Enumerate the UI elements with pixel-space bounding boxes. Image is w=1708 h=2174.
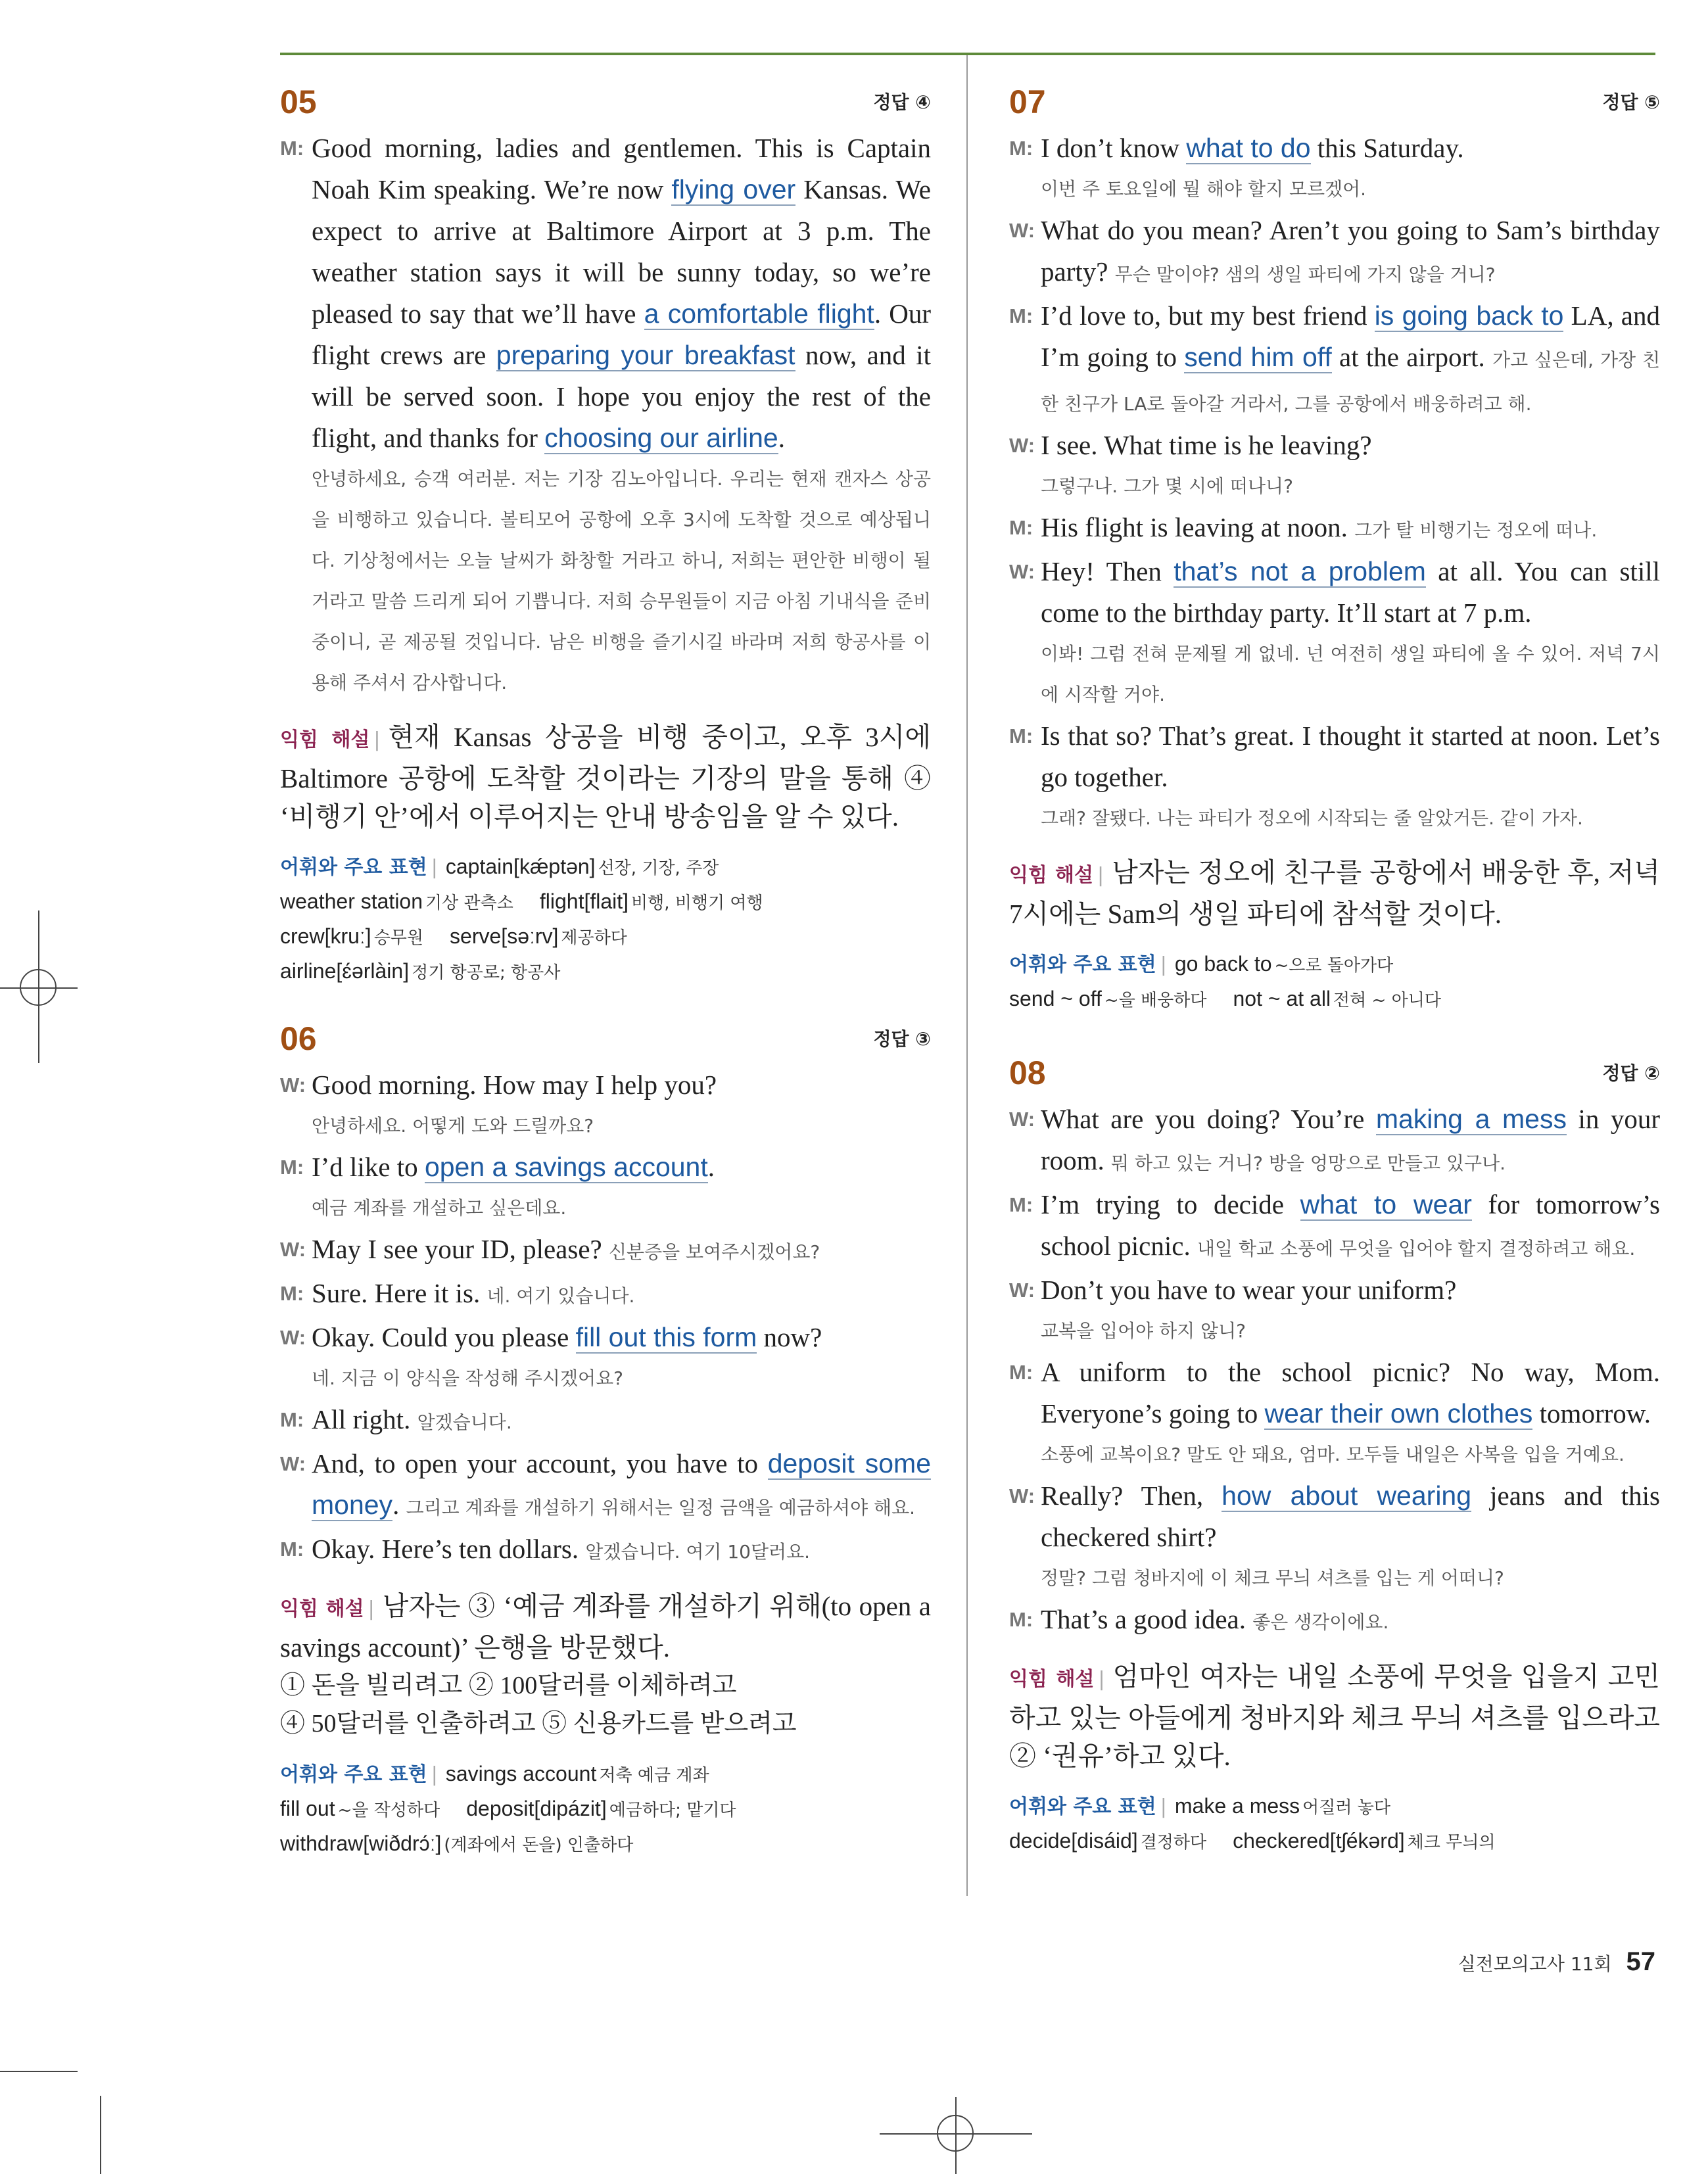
- vocab-word: serve[səːrv]: [450, 924, 559, 948]
- vocab-meaning: 저축 예금 계좌: [599, 1766, 709, 1785]
- vocab-word: weather station: [280, 889, 423, 913]
- question-05-section: [280, 85, 931, 989]
- dialogue-text: May I see your ID, please?: [312, 1234, 609, 1264]
- dialogue-line: [280, 1273, 931, 1317]
- question-number: 06: [280, 1020, 317, 1057]
- dialogue-text: I see. What time is he leaving?: [1041, 430, 1372, 460]
- vocab-word: deposit[dipázit]: [466, 1797, 607, 1820]
- dialogue-text: All right.: [312, 1404, 417, 1434]
- dialogue-line: [1009, 425, 1660, 507]
- speaker-label: W:: [1009, 560, 1035, 583]
- vocab-meaning: 기상 관측소: [425, 893, 513, 913]
- korean-translation: 안녕하세요, 승객 여러분. 저는 기장 김노아입니다. 우리는 현재 캔자스 상공을 비행하고 있습니다. 볼티모어 공항에 오후 3시에 도착할 것으로 예상됩니다. 기상청에서는 오늘 날씨가 화창할 거라고 하니, 저희는 편안한 비행이 될 거라고 말씀 드리게 되어 기쁩니다. 저희 승무원들이 지금 아침 기내식을 준비 중이니, 곧 제공될 것입니다. 남은 비행을 즐기시길 바라며 저희 항공사를 이용해 주셔서 감사합니다.: [312, 468, 931, 694]
- key-expression: wear their own clothes: [1264, 1398, 1533, 1429]
- dialogue-text: at all. You can still come to the birthday party. It’ll start at 7 p.m.: [1041, 556, 1660, 628]
- vocab-row: [1009, 947, 1660, 982]
- answer-label: 정답 ③: [873, 1028, 931, 1050]
- key-expression: preparing your breakfast: [496, 340, 795, 370]
- vocab-word: not ~ at all: [1233, 987, 1331, 1010]
- vocab-meaning: 체크 무늬의: [1407, 1833, 1496, 1853]
- question-06-section: [280, 1022, 931, 1862]
- korean-translation: 그리고 계좌를 개설하기 위해서는 일정 금액을 예금하셔야 해요.: [406, 1497, 916, 1519]
- vocab-word: go back to: [1174, 952, 1272, 976]
- dialogue-text: jeans and this checkered shirt?: [1041, 1480, 1660, 1552]
- explanation-text: 현재 Kansas 상공을 비행 중이고, 오후 3시에 Baltimore 공항에 도착할 것이라는 기장의 말을 통해 ④ ‘비행기 안’에서 이루어지는 안내 방송임을 알 수 있다.: [280, 722, 931, 832]
- top-rule: [280, 53, 1655, 55]
- choice-line: ④ 50달러를 인출하려고 ⑤ 신용카드를 받으려고: [280, 1710, 797, 1737]
- label-divider: |: [373, 728, 381, 751]
- explanation-text: 남자는 ③ ‘예금 계좌를 개설하기 위해(to open a savings account)’ 은행을 방문했다.: [280, 1591, 931, 1663]
- vocab-word: fill out: [280, 1797, 335, 1820]
- vocabulary-box: [1009, 1789, 1660, 1859]
- vocab-word: savings account: [445, 1762, 597, 1785]
- speaker-label: W:: [1009, 1108, 1035, 1131]
- vocabulary-box: [280, 850, 931, 989]
- question-header: [280, 1022, 931, 1055]
- vocab-meaning: 예금하다; 맡기다: [609, 1801, 736, 1820]
- key-expression: choosing our airline: [544, 423, 778, 453]
- korean-translation: 정말? 그럼 청바지에 이 체크 무늬 셔츠를 입는 게 어떠니?: [1041, 1567, 1504, 1589]
- dialogue-text: Good morning, ladies and gentlemen. This is Captain Noah Kim speaking. We’re now: [312, 133, 931, 204]
- question-number: 08: [1009, 1054, 1046, 1091]
- dialogue-line: [1009, 507, 1660, 551]
- label-divider: |: [368, 1597, 375, 1620]
- korean-translation: 가고 싶은데, 가장 친한 친구가 LA로 돌아갈 거라서, 그를 공항에서 배웅하려고 해.: [1041, 349, 1660, 415]
- label-divider: |: [1097, 864, 1104, 887]
- key-expression: send him off: [1184, 342, 1332, 372]
- label-divider: |: [1160, 953, 1167, 976]
- dialogue-line: [1009, 1269, 1660, 1352]
- korean-translation: 무슨 말이야? 샘의 생일 파티에 가지 않을 거니?: [1114, 264, 1496, 285]
- vocab-row: [280, 1827, 931, 1862]
- question-number: 07: [1009, 83, 1046, 120]
- vocab-meaning: 전혀 ~ 아니다: [1333, 991, 1441, 1010]
- dialogue-text: I’m trying to decide: [1041, 1189, 1300, 1219]
- vocab-meaning: ~을 배웅하다: [1104, 991, 1207, 1010]
- vocab-meaning: 결정하다: [1140, 1833, 1207, 1853]
- dialogue-line: [280, 1399, 931, 1443]
- korean-translation: 내일 학교 소풍에 무엇을 입어야 할지 결정하려고 해요.: [1197, 1238, 1636, 1260]
- vocab-row: [280, 1792, 931, 1827]
- key-expression: what to do: [1186, 133, 1311, 163]
- dialogue-line: [1009, 1352, 1660, 1475]
- vocab-label: 어휘와 주요 표현: [1009, 1795, 1156, 1818]
- vocab-meaning: 제공하다: [561, 928, 627, 948]
- vocab-row: [280, 885, 931, 920]
- vocab-word: crew[kruː]: [280, 924, 371, 948]
- korean-translation: 교복을 입어야 하지 않니?: [1041, 1320, 1246, 1342]
- answer-label: 정답 ②: [1602, 1062, 1660, 1084]
- korean-translation: 그래? 잘됐다. 나는 파티가 정오에 시작되는 줄 알았거든. 같이 가자.: [1041, 807, 1583, 829]
- dialogue-text: Good morning. How may I help you?: [312, 1070, 717, 1100]
- dialogue-line: [280, 1229, 931, 1273]
- answer-label: 정답 ⑤: [1602, 91, 1660, 113]
- label-divider: |: [1160, 1795, 1167, 1818]
- dialogue-text: A uniform to the school picnic? No way, Mom. Everyone’s going to: [1041, 1357, 1660, 1429]
- explanation-label: 익힘 해설: [280, 1597, 364, 1620]
- question-number: 05: [280, 83, 317, 120]
- dialogue-text: this Saturday.: [1310, 133, 1464, 163]
- dialogue-text: LA, and I’m going to: [1041, 300, 1660, 372]
- dialogue-text: now?: [757, 1322, 822, 1352]
- dialogue-text: at the airport.: [1331, 342, 1493, 372]
- vocab-meaning: 승무원: [373, 928, 424, 948]
- vocabulary-box: [280, 1757, 931, 1862]
- korean-translation: 그가 탈 비행기는 정오에 떠나.: [1354, 519, 1598, 541]
- key-expression: a comfortable flight: [644, 298, 874, 329]
- korean-translation: 이봐! 그럼 전혀 문제될 게 없네. 넌 여전히 생일 파티에 올 수 있어. 저녁 7시에 시작할 거야.: [1041, 643, 1660, 705]
- speaker-label: W:: [1009, 1279, 1035, 1302]
- dialogue-text: Okay. Here’s ten dollars.: [312, 1534, 586, 1564]
- dialogue-text: .: [707, 1152, 715, 1182]
- speaker-label: W:: [280, 1238, 306, 1261]
- vocab-row: [1009, 982, 1660, 1017]
- dialogue-text: . Our flight crews are: [312, 298, 932, 370]
- page-footer: [1458, 1947, 1655, 1977]
- dialogue-text: Kansas. We expect to arrive at Baltimore Airport at 3 p.m. The weather station says it will be sunny today, so we’re pleased to say that we’ll have: [312, 174, 931, 329]
- column-divider: [966, 55, 968, 1896]
- dialogue-line: [1009, 551, 1660, 715]
- key-expression: is going back to: [1374, 300, 1564, 331]
- speaker-label: W:: [1009, 434, 1035, 457]
- korean-translation: 네. 여기 있습니다.: [486, 1285, 635, 1307]
- label-divider: |: [431, 1763, 438, 1786]
- vocab-label: 어휘와 주요 표현: [1009, 953, 1156, 976]
- dialogue-text: That’s a good idea.: [1041, 1604, 1253, 1634]
- korean-translation: 안녕하세요. 어떻게 도와 드릴까요?: [312, 1115, 594, 1137]
- explanation: [1009, 1657, 1660, 1775]
- vocab-word: withdraw[wiðdrɔ́ː]: [280, 1831, 442, 1855]
- page-number: 57: [1626, 1947, 1655, 1976]
- dialogue-line: [280, 1317, 931, 1399]
- dialogue-line: [1009, 1099, 1660, 1184]
- dialogue-text: What do you mean? Aren’t you going to Sam’s birthday party?: [1041, 215, 1660, 287]
- speaker-label: W:: [1009, 219, 1035, 242]
- dialogue-line: [280, 1064, 931, 1146]
- korean-translation: 알겠습니다.: [417, 1411, 512, 1433]
- korean-translation: 뭐 하고 있는 거니? 방을 엉망으로 만들고 있구나.: [1111, 1152, 1506, 1174]
- question-07-section: [1009, 85, 1660, 1017]
- vocab-word: flight[flait]: [539, 889, 629, 913]
- dialogue-line: [280, 128, 931, 703]
- key-expression: what to wear: [1300, 1189, 1472, 1219]
- dialogue-text: .: [778, 423, 785, 453]
- explanation-label: 익힘 해설: [1009, 864, 1093, 887]
- speaker-label: M:: [280, 1282, 304, 1305]
- key-expression: deposit some money: [312, 1448, 932, 1520]
- vocab-meaning: ~으로 돌아가다: [1274, 956, 1394, 976]
- korean-translation: 알겠습니다. 여기 10달러요.: [585, 1541, 811, 1563]
- vocab-label: 어휘와 주요 표현: [280, 1763, 427, 1786]
- dialogue-line: [1009, 1475, 1660, 1599]
- speaker-label: M:: [1009, 1193, 1033, 1216]
- key-expression: how about wearing: [1222, 1480, 1472, 1511]
- registration-circle: [937, 2115, 974, 2152]
- dialogue-text: Hey! Then: [1041, 556, 1174, 586]
- choice-line: ① 돈을 빌리려고 ② 100달러를 이체하려고: [280, 1672, 737, 1699]
- speaker-label: W:: [1009, 1484, 1035, 1507]
- answer-label: 정답 ④: [873, 91, 931, 113]
- crop-mark: [0, 2071, 78, 2072]
- dialogue-text: I’d like to: [312, 1152, 425, 1182]
- dialogue-line: [280, 1443, 931, 1528]
- vocab-row: [1009, 1789, 1660, 1824]
- speaker-label: M:: [280, 1408, 304, 1431]
- dialogue-text: Really? Then,: [1041, 1480, 1222, 1511]
- dialogue-line: [280, 1146, 931, 1229]
- key-expression: open a savings account: [424, 1152, 708, 1182]
- korean-translation: 네. 지금 이 양식을 작성해 주시겠어요?: [312, 1367, 623, 1389]
- dialogue-text: Don’t you have to wear your uniform?: [1041, 1275, 1457, 1305]
- label-divider: |: [431, 856, 438, 879]
- speaker-label: M:: [280, 1538, 304, 1561]
- dialogue-line: [280, 1528, 931, 1572]
- dialogue-text: now, and it will be served soon. I hope you enjoy the rest of the flight, and thanks for: [312, 340, 931, 453]
- vocab-word: checkered[tʃékərd]: [1233, 1829, 1405, 1853]
- key-expression: flying over: [671, 174, 796, 204]
- wrong-choices: [280, 1666, 931, 1743]
- dialogue-text: His flight is leaving at noon.: [1041, 512, 1355, 542]
- dialogue-text: Sure. Here it is.: [312, 1278, 487, 1308]
- speaker-label: M:: [1009, 1361, 1033, 1384]
- vocab-meaning: ~을 작성하다: [337, 1801, 440, 1820]
- explanation-label: 익힘 해설: [280, 728, 370, 751]
- dialogue-line: [1009, 715, 1660, 839]
- speaker-label: W:: [280, 1452, 306, 1475]
- dialogue-text: tomorrow.: [1532, 1398, 1651, 1429]
- question-header: [1009, 85, 1660, 118]
- speaker-label: M:: [1009, 1608, 1033, 1631]
- vocab-meaning: 어질러 놓다: [1302, 1798, 1390, 1818]
- vocab-meaning: 선장, 기장, 주장: [598, 859, 719, 878]
- speaker-label: M:: [1009, 137, 1033, 160]
- dialogue-text: .: [392, 1490, 406, 1520]
- question-08-section: [1009, 1056, 1660, 1859]
- vocab-row: [280, 850, 931, 885]
- speaker-label: M:: [1009, 516, 1033, 539]
- korean-translation: 그렇구나. 그가 몇 시에 떠나니?: [1041, 475, 1293, 497]
- vocab-row: [1009, 1824, 1660, 1859]
- dialogue-line: [1009, 295, 1660, 425]
- question-header: [280, 85, 931, 118]
- explanation: [1009, 853, 1660, 933]
- vocab-word: captain[kǽptən]: [445, 855, 596, 878]
- question-header: [1009, 1056, 1660, 1089]
- vocab-meaning: 정기 항공로; 항공사: [412, 963, 561, 983]
- vocab-meaning: 비행, 비행기 여행: [631, 893, 763, 913]
- dialogue-line: [1009, 1599, 1660, 1643]
- explanation: [280, 718, 931, 836]
- vocab-row: [280, 955, 931, 989]
- explanation-text: 엄마인 여자는 내일 소풍에 무엇을 입을지 고민하고 있는 아들에게 청바지와 체크 무늬 셔츠를 입으라고 ② ‘권유’하고 있다.: [1009, 1661, 1660, 1771]
- vocab-row: [280, 1757, 931, 1792]
- speaker-label: M:: [1009, 724, 1033, 747]
- right-column: [1009, 85, 1660, 1892]
- dialogue-text: What are you doing? You’re: [1041, 1104, 1376, 1134]
- footer-series-title: 실전모의고사 11회: [1458, 1953, 1612, 1975]
- vocabulary-box: [1009, 947, 1660, 1017]
- korean-translation: 예금 계좌를 개설하고 싶은데요.: [312, 1197, 567, 1219]
- speaker-label: M:: [1009, 304, 1033, 327]
- key-expression: that’s not a problem: [1174, 556, 1426, 586]
- dialogue-line: [1009, 1184, 1660, 1269]
- left-column: [280, 85, 931, 1895]
- korean-translation: 신분증을 보여주시겠어요?: [608, 1241, 820, 1263]
- speaker-label: M:: [280, 137, 304, 160]
- explanation: [280, 1587, 931, 1666]
- vocab-word: send ~ off: [1009, 987, 1102, 1010]
- vocab-row: [280, 920, 931, 955]
- crop-mark: [100, 2096, 101, 2174]
- vocab-meaning: (계좌에서 돈을) 인출하다: [444, 1835, 634, 1855]
- dialogue-text: for tomorrow’s school picnic.: [1041, 1189, 1661, 1261]
- speaker-label: M:: [280, 1156, 304, 1179]
- vocab-word: make a mess: [1174, 1794, 1300, 1818]
- korean-translation: 좋은 생각이에요.: [1252, 1611, 1389, 1633]
- korean-translation: 소풍에 교복이요? 말도 안 돼요, 엄마. 모두들 내일은 사복을 입을 거예요.: [1041, 1444, 1625, 1465]
- korean-translation: 이번 주 토요일에 뭘 해야 할지 모르겠어.: [1041, 178, 1367, 200]
- speaker-label: W:: [280, 1326, 306, 1349]
- dialogue-line: [1009, 210, 1660, 295]
- dialogue-text: Is that so? That’s great. I thought it started at noon. Let’s go together.: [1041, 721, 1660, 792]
- dialogue-text: Okay. Could you please: [312, 1322, 576, 1352]
- explanation-text: 남자는 정오에 친구를 공항에서 배웅한 후, 저녁 7시에는 Sam의 생일 파티에 참석할 것이다.: [1009, 857, 1660, 929]
- vocab-word: airline[ɛ́ərlàin]: [280, 959, 410, 983]
- dialogue-text: in your room.: [1041, 1104, 1660, 1175]
- dialogue-text: I don’t know: [1041, 133, 1187, 163]
- vocab-word: decide[disáid]: [1009, 1829, 1138, 1853]
- label-divider: |: [1098, 1668, 1105, 1691]
- key-expression: fill out this form: [575, 1322, 757, 1352]
- dialogue-text: And, to open your account, you have to: [312, 1448, 768, 1478]
- key-expression: making a mess: [1375, 1104, 1567, 1134]
- vocab-label: 어휘와 주요 표현: [280, 856, 427, 879]
- speaker-label: W:: [280, 1074, 306, 1097]
- registration-circle: [20, 969, 57, 1006]
- explanation-label: 익힘 해설: [1009, 1668, 1095, 1691]
- dialogue-text: I’d love to, but my best friend: [1041, 300, 1375, 331]
- dialogue-line: [1009, 128, 1660, 210]
